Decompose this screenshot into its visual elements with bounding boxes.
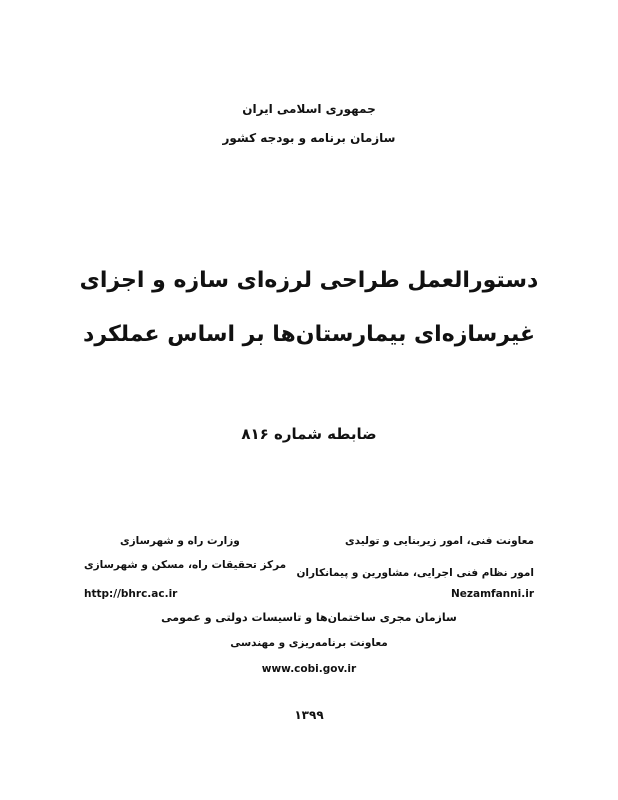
regulation-code: ضابطه شماره ۸۱۶: [241, 425, 377, 443]
publication-year: ۱۳۹۹: [294, 708, 324, 722]
right-org-line-2: امور نظام فنی اجرایی، مشاورین و پیمانکاران: [296, 567, 534, 579]
left-org-line-1: وزارت راه و شهرسازی: [120, 535, 240, 547]
document-title-line-1: دستورالعمل طراحی لرزه‌ای سازه و اجزای: [79, 268, 539, 293]
right-org-url: Nezamfanni.ir: [450, 588, 534, 600]
country-name: جمهوری اسلامی ایران: [242, 102, 376, 116]
center-org-line-1: سازمان مجری ساختمان‌ها و تاسیسات دولتی و عمومی: [161, 611, 457, 624]
left-org-line-2: مرکز تحقیقات راه، مسکن و شهرسازی: [84, 559, 287, 571]
right-org-line-1: معاونت فنی، امور زیربنایی و تولیدی: [345, 535, 534, 547]
document-title-line-2: غیرسازه‌ای بیمارستان‌ها بر اساس عملکرد: [83, 322, 535, 347]
organization-name: سازمان برنامه و بودجه کشور: [222, 131, 396, 145]
center-org-url: www.cobi.gov.ir: [261, 663, 357, 675]
left-org-url: http://bhrc.ac.ir: [84, 588, 178, 600]
center-org-line-2: معاونت برنامه‌ریزی و مهندسی: [230, 637, 388, 649]
